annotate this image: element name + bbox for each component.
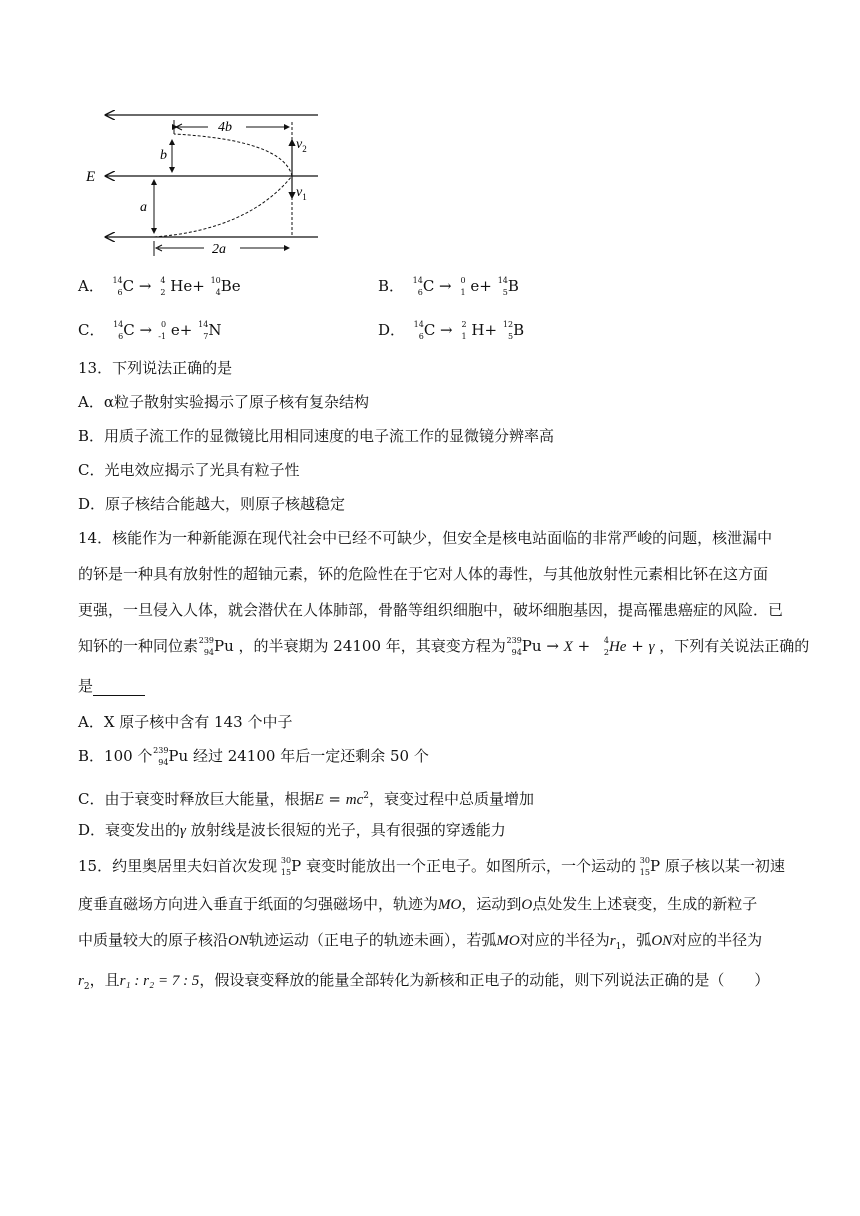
q15-line-2: 度垂直磁场方向进入垂直于纸面的匀强磁场中，轨迹为MO，运动到O点处发生上述衰变，生成的新粒子 [78, 895, 758, 913]
q14-line-1: 14．核能作为一种新能源在现代社会中已经不可缺少，但安全是核电站面临的非常严峻的问题，核泄漏中 [78, 529, 773, 547]
q14-line-4: 知钚的一种同位素 239 94 Pu ，的半衰期为 24100 年，其衰变方程为 239 94 Pu → X + 4 2 He + γ ，下列有关说法正确的 [78, 636, 810, 657]
q14-line-2: 的钚是一种具有放射性的超铀元素，钚的危险性在于它对人体的毒性，与其他放射性元素相比钚在这方面 [78, 565, 769, 583]
option-12c[interactable]: C． 14 6 C → 0 -1 e+ 14 7 N [78, 320, 222, 341]
q14-option-a[interactable]: A．X 原子核中含有 143 个中子 [78, 713, 293, 731]
option-12d[interactable]: D． 14 6 C → 2 1 H+ 12 5 B [378, 320, 525, 341]
q14-option-d[interactable]: D．衰变发出的γ 放射线是波长很短的光子，具有很强的穿透能力 [78, 821, 506, 839]
label-b: b [160, 148, 167, 163]
q13-option-d[interactable]: D．原子核结合能越大，则原子核越稳定 [78, 495, 346, 513]
label-4b: 4b [218, 120, 232, 135]
label-a: a [140, 200, 147, 215]
q15-line-3: 中质量较大的原子核沿ON轨迹运动（正电子的轨迹未画），若弧MO对应的半径为$r_1$，弧ON对应的半径为 [78, 931, 763, 952]
q13-option-a[interactable]: A．α粒子散射实验揭示了原子核有复杂结构 [78, 393, 369, 411]
q14-line-5: 是 [78, 676, 145, 696]
option-12b[interactable]: B． 14 6 C → 0 1 e+ 14 5 B [378, 276, 519, 297]
q15-line-4: $r_2$，且r₁ : r₂ = 7 : 5，假设衰变释放的能量全部转化为新核和正电子的动能，则下列说法正确的是（ ） [78, 971, 770, 992]
label-v2: $v_2$ [296, 137, 307, 154]
q15-line-1: 15．约里奥居里夫妇首次发现 30 15 P 衰变时能放出一个正电子。如图所示，一个运动的 30 15 P 原子核以某一初速 [78, 856, 785, 877]
q13-stem: 13．下列说法正确的是 [78, 359, 233, 377]
q14-option-b[interactable]: B．100 个 239 94 Pu 经过 24100 年后一定还剩余 50 个 [78, 746, 429, 767]
trajectory-path [154, 134, 292, 237]
label-E: E [86, 169, 96, 185]
field-trajectory-figure [78, 100, 338, 270]
label-2a: 2a [212, 242, 226, 257]
label-v1: $v_1$ [296, 185, 307, 202]
answer-blank[interactable] [93, 681, 145, 696]
q13-option-c[interactable]: C．光电效应揭示了光具有粒子性 [78, 461, 300, 479]
q13-option-b[interactable]: B．用质子流工作的显微镜比用相同速度的电子流工作的显微镜分辨率高 [78, 427, 555, 445]
q14-option-c[interactable]: C．由于衰变时释放巨大能量，根据$E = mc^2$，衰变过程中总质量增加 [78, 790, 535, 808]
option-12a[interactable]: A． 14 6 C → 4 2 He+ 10 4 Be [78, 276, 241, 297]
nuclide: 14 6 [112, 276, 123, 297]
q14-line-3: 更强，一旦侵入人体，就会潜伏在人体肺部，骨骼等组织细胞中，破坏细胞基因，提高罹患癌症的风险．已 [78, 601, 784, 619]
